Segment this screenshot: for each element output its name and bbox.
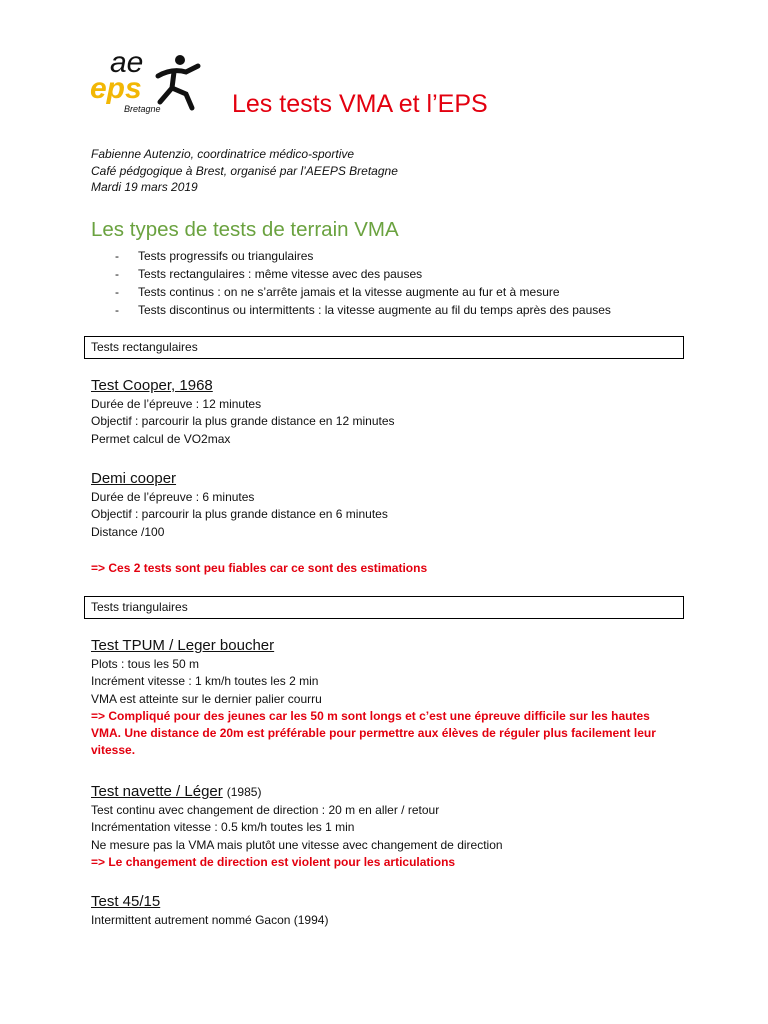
demi-cooper-line: Durée de l’épreuve : 6 minutes (91, 490, 255, 504)
runner-icon (158, 55, 198, 108)
logo-bretagne-text: Bretagne (124, 104, 161, 114)
tpum-title: Test TPUM / Leger boucher (91, 637, 275, 654)
box-tests-triangulaires: Tests triangulaires (84, 596, 684, 619)
navette-year: (1985) (226, 785, 262, 799)
cooper-line: Permet calcul de VO2max (91, 431, 231, 446)
navette-line: Ne mesure pas la VMA mais plutôt une vitesse avec changement de direction (91, 837, 503, 852)
box-tests-rectangulaires: Tests rectangulaires (84, 336, 684, 359)
demi-cooper-line: Objectif : parcourir la plus grande distance en 6 minutes (91, 507, 388, 522)
note-text: => Ces 2 tests sont peu fiables car ce sont des estimations (91, 561, 428, 575)
navette-title: Test navette / Léger (91, 783, 223, 800)
tpum-line: VMA est atteinte sur le dernier palier courru (91, 691, 322, 706)
section-title: Les types de tests de terrain VMA (91, 218, 399, 241)
navette-section (91, 782, 681, 871)
cooper-line: Objectif : parcourir la plus grande distance en 12 minutes (91, 414, 395, 429)
cooper-title: Test Cooper, 1968 (91, 377, 213, 394)
demi-cooper-title: Demi cooper (91, 470, 177, 487)
logo-eps-text: eps (90, 72, 142, 105)
navette-note: => Le changement de direction est violent pour les articulations (91, 854, 456, 869)
demi-cooper-section (91, 469, 681, 541)
tpum-line: Plots : tous les 50 m (91, 657, 200, 671)
tpum-note: => Compliqué pour des jeunes car les 50 m sont longs et c’est une épreuve difficile sur les hautes VMA. Une distance de 20m est préférable pour permettre aux élèves de réguler plus facilement leur vitesse. (91, 708, 656, 758)
demi-cooper-line: Distance /100 (91, 524, 165, 539)
aeeps-logo (88, 46, 204, 116)
test-4515-line: Intermittent autrement nommé Gacon (1994) (91, 913, 329, 927)
navette-line: Test continu avec changement de direction : 20 m en aller / retour (91, 803, 440, 817)
cooper-section (91, 376, 681, 448)
event-line: Café pédgogique à Brest, organisé par l’AEEPS Bretagne (91, 163, 398, 178)
test-types-list (115, 247, 611, 319)
list-item: - Tests rectangulaires : même vitesse avec des pauses (115, 265, 611, 283)
test-4515-title: Test 45/15 (91, 893, 161, 910)
cooper-line: Durée de l’épreuve : 12 minutes (91, 397, 262, 411)
list-item: - Tests continus : on ne s’arrête jamais et la vitesse augmente au fur et à mesure (115, 283, 611, 301)
logo-ae-text: ae (110, 46, 144, 79)
document-meta (91, 146, 398, 196)
aeeps-logo-graphic (88, 46, 204, 116)
author-line: Fabienne Autenzio, coordinatrice médico-sportive (91, 147, 355, 161)
test-4515-section (91, 892, 681, 929)
list-item: - Tests discontinus ou intermittents : la vitesse augmente au fil du temps après des pauses (115, 301, 611, 319)
page-title: Les tests VMA et l’EPS (232, 90, 488, 118)
date-line: Mardi 19 mars 2019 (91, 180, 198, 194)
navette-line: Incrémentation vitesse : 0.5 km/h toutes les 1 min (91, 820, 355, 835)
tpum-section (91, 636, 681, 760)
note-estimations (91, 560, 681, 577)
tpum-line: Incrément vitesse : 1 km/h toutes les 2 min (91, 674, 319, 689)
list-item: - Tests progressifs ou triangulaires (115, 247, 611, 265)
navette-title-row (91, 782, 681, 802)
